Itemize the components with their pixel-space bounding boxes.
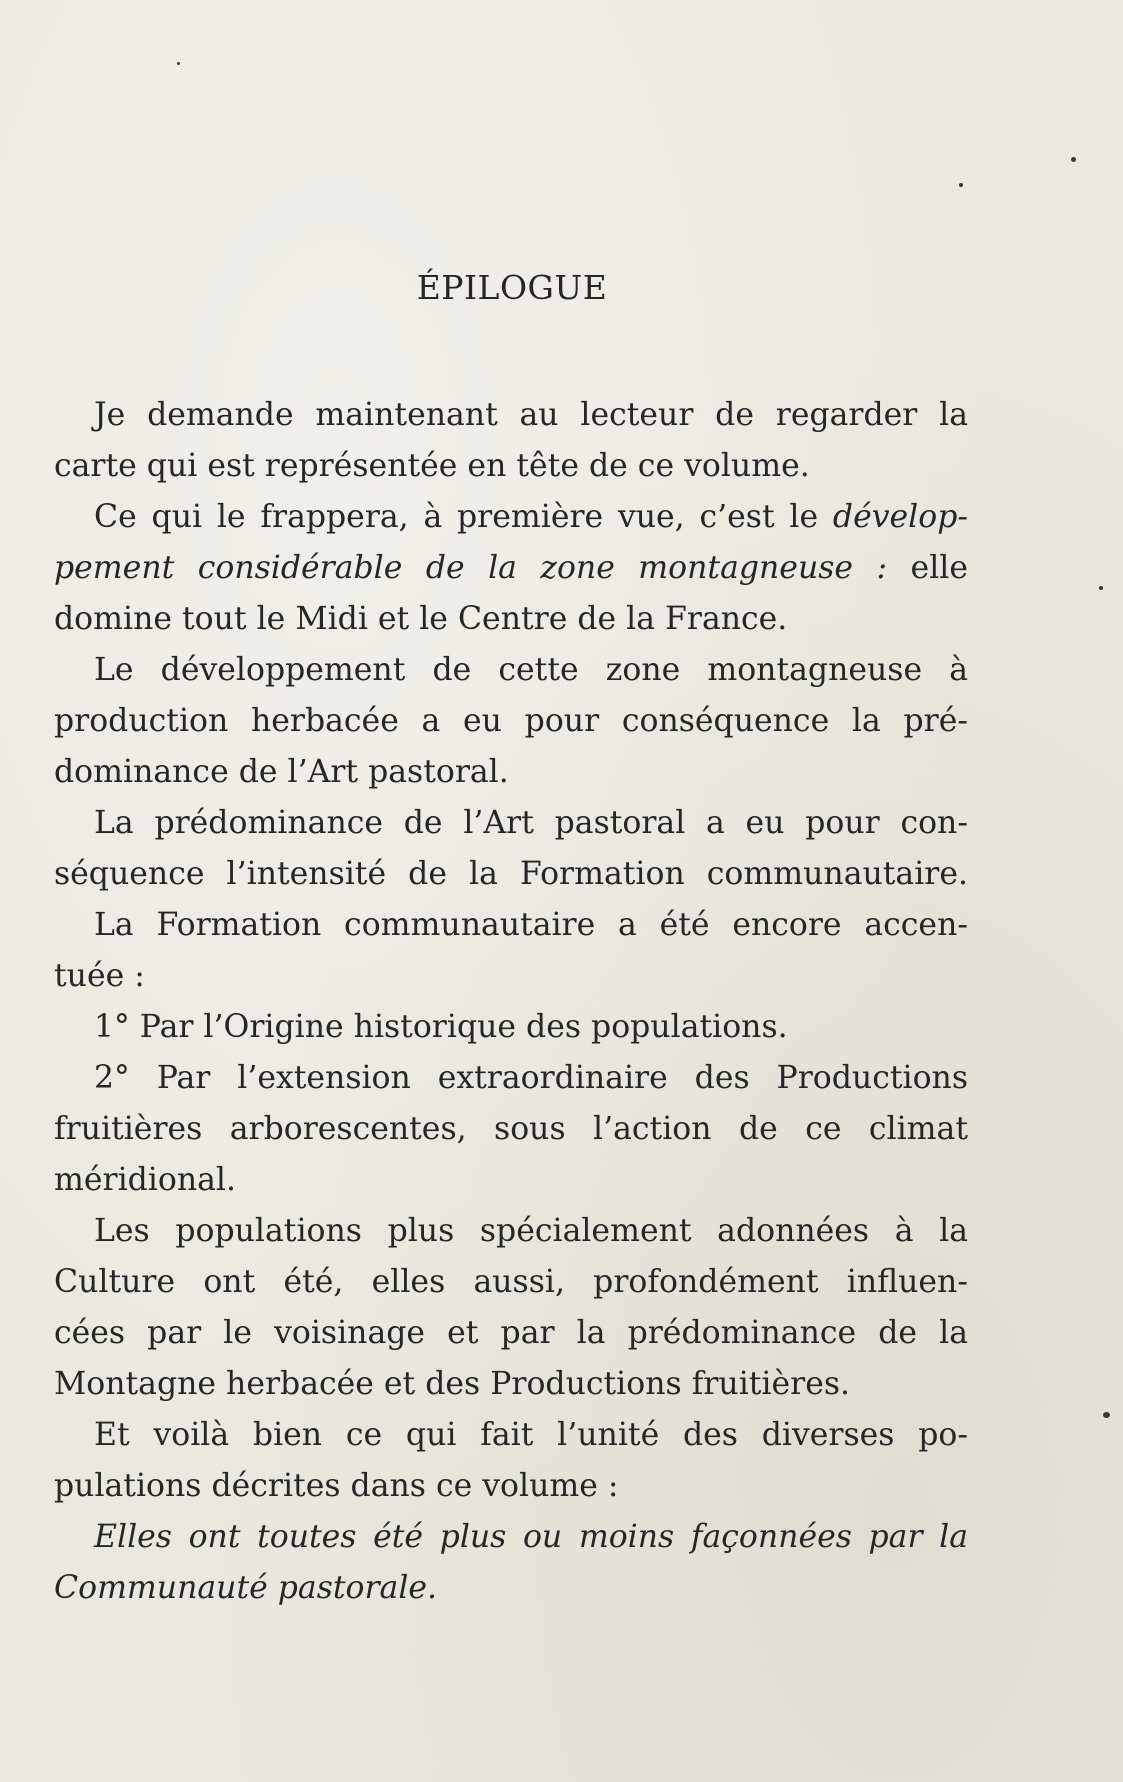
text-line: méridional.: [54, 1162, 237, 1198]
page-title: ÉPILOGUE: [416, 268, 608, 307]
text-line: La prédominance de l’Art pastoral a eu pour con-: [94, 805, 968, 841]
italic-text: Communauté pastorale.: [54, 1570, 438, 1606]
text-line: pement considérable de la zone montagneuse : elle: [54, 550, 968, 586]
text-line: domine tout le Midi et le Centre de la France.: [54, 601, 788, 637]
text-line: production herbacée a eu pour conséquence la pré-: [54, 703, 968, 739]
text-line: pulations décrites dans ce volume :: [54, 1468, 619, 1504]
ink-speck: [959, 183, 963, 187]
ink-speck: [1071, 157, 1076, 162]
list-item: 1° Par l’Origine historique des populations.: [94, 1009, 788, 1045]
text-line: cées par le voisinage et par la prédominance de la: [54, 1315, 968, 1351]
text-line: Ce qui le frappera, à première vue, c’est le dévelop-: [94, 499, 968, 535]
text-line: carte qui est représentée en tête de ce volume.: [54, 448, 810, 484]
italic-text: Elles ont toutes été plus ou moins façonnées par la: [94, 1519, 968, 1555]
text-line: Et voilà bien ce qui fait l’unité des diverses po-: [94, 1417, 968, 1453]
ink-speck: [177, 62, 180, 65]
text-line: séquence l’intensité de la Formation communautaire.: [54, 856, 968, 892]
text-line: Le développement de cette zone montagneuse à: [94, 652, 968, 688]
text-line: Les populations plus spécialement adonnées à la: [94, 1213, 968, 1249]
text-line: dominance de l’Art pastoral.: [54, 754, 509, 790]
italic-text: dévelop-: [832, 499, 968, 535]
italic-text: pement considérable de la zone montagneuse :: [54, 550, 888, 586]
text-line: Je demande maintenant au lecteur de regarder la: [94, 397, 968, 433]
ink-speck: [1103, 1412, 1110, 1418]
ink-speck: [1099, 586, 1103, 590]
text-line: Montagne herbacée et des Productions fruitières.: [54, 1366, 851, 1402]
text-line: fruitières arborescentes, sous l’action de ce climat: [54, 1111, 968, 1147]
text-line: La Formation communautaire a été encore accen-: [94, 907, 968, 943]
text-line: tuée :: [54, 958, 145, 994]
text-line: Culture ont été, elles aussi, profondément influen-: [54, 1264, 968, 1300]
list-item: 2° Par l’extension extraordinaire des Productions: [94, 1060, 968, 1096]
